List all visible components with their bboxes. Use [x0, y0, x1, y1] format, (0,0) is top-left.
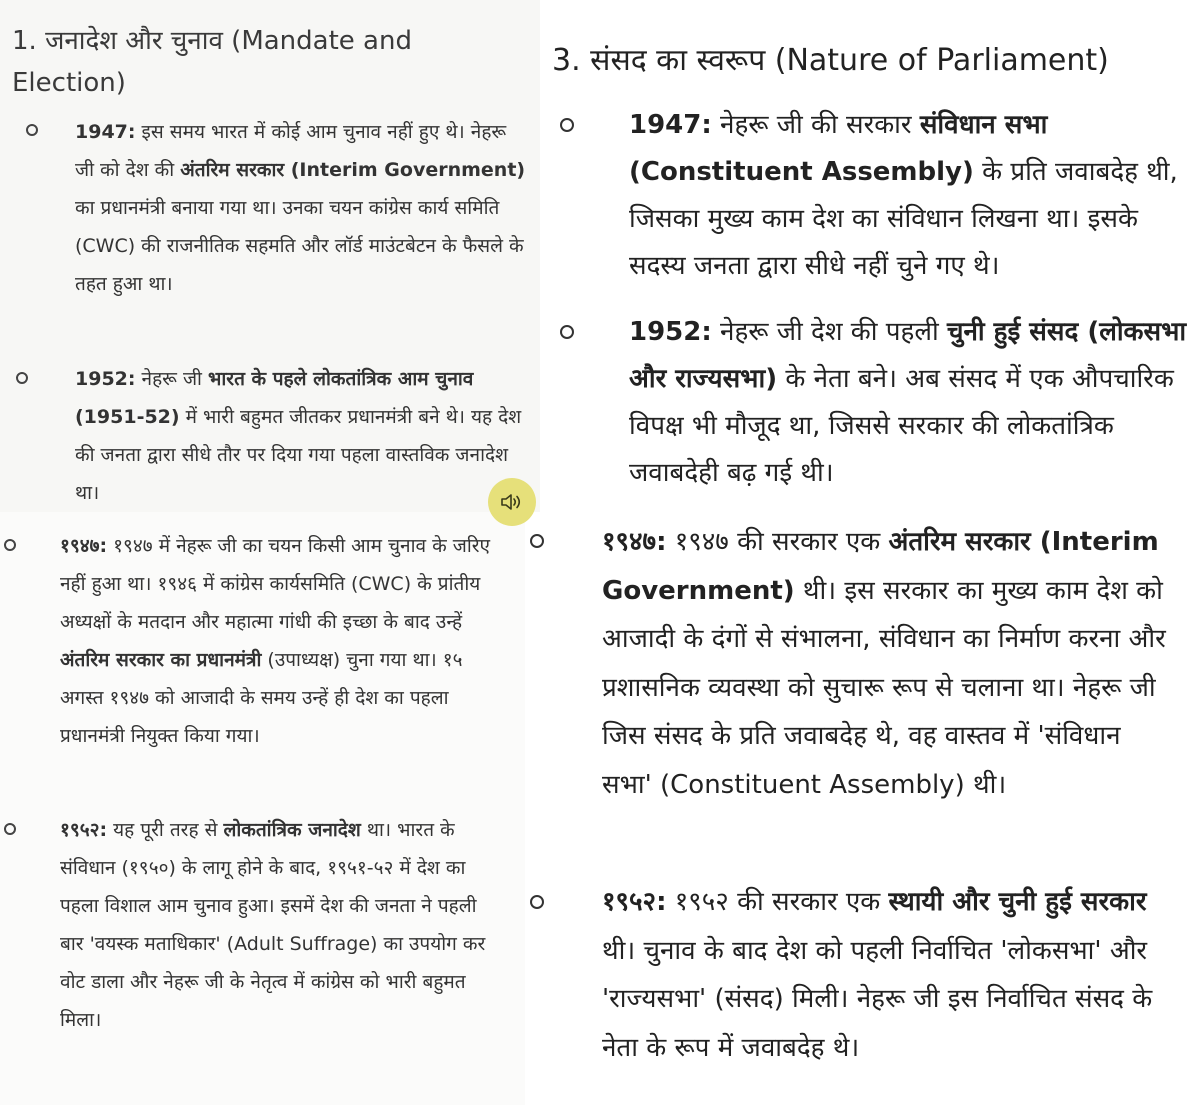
bullet-marker: [26, 124, 38, 136]
bullet-marker: [530, 895, 544, 909]
list-item: 1952: नेहरू जी देश की पहली चुनी हुई संसद (लोकसभा और राज्यसभा) के नेता बने। अब संसद में एक औपचारिक विपक्ष भी मौजूद था, जिससे सरकार की लोकतांत्रिक जवाबदेही बढ़ गई थी।: [629, 317, 1187, 488]
list-item: 1952: नेहरू जी भारत के पहले लोकतांत्रिक आम चुनाव (1951-52) में भारी बहुमत जीतकर प्रधानमंत्री बने थे। यह देश की जनता द्वारा सीधे तौर पर दिया गया पहला वास्तविक जनादेश था।: [75, 368, 522, 504]
list-item: 1947: नेहरू जी की सरकार संविधान सभा (Constituent Assembly) के प्रति जवाबदेह थी, जिसका मुख्य काम देश का संविधान लिखना था। इसके सदस्य जनता द्वारा सीधे नहीं चुने गए थे।: [629, 110, 1178, 281]
panel-nature-of-parliament: [540, 0, 1200, 512]
list-item: १९४७: १९४७ में नेहरू जी का चयन किसी आम चुनाव के जरिए नहीं हुआ था। १९४६ में कांग्रेस कार्यसमिति (CWC) के प्रांतीय अध्यक्षों के मतदान और महात्मा गांधी की इच्छा के बाद उन्हें अंतरिम सरकार का प्रधानमंत्री (उपाध्यक्ष) चुना गया था। १५ अगस्त १९४७ को आजादी के समय उन्हें ही देश का पहला प्रधानमंत्री नियुक्त किया गया।: [60, 535, 491, 747]
list-item: १९५२: यह पूरी तरह से लोकतांत्रिक जनादेश था। भारत के संविधान (१९५०) के लागू होने के बाद, १९५१-५२ में देश का पहला विशाल आम चुनाव हुआ। इसमें देश की जनता ने पहली बार 'वयस्क मताधिकार' (Adult Suffrage) का उपयोग कर वोट डाला और नेहरू जी के नेतृत्व में कांग्रेस को भारी बहुमत मिला।: [60, 819, 486, 1031]
panel-hindi-numerals-parliament: [525, 512, 1200, 1105]
bullet-marker: [16, 372, 28, 384]
bullet-marker: [530, 534, 544, 548]
section-heading: 1. जनादेश और चुनाव (Mandate and Election): [12, 26, 412, 98]
panel-mandate-election: [0, 0, 540, 512]
list-item: १९४७: १९४७ की सरकार एक अंतरिम सरकार (Interim Government) थी। इस सरकार का मुख्य काम देश को आजादी के दंगों से संभालना, संविधान का निर्माण करना और प्रशासनिक व्यवस्था को सुचारू रूप से चलाना था। नेहरू जी जिस संसद के प्रति जवाबदेह थे, वह वास्तव में 'संविधान सभा' (Constituent Assembly) थी।: [602, 527, 1166, 800]
bullet-marker: [4, 823, 16, 835]
list-item: १९५२: १९५२ की सरकार एक स्थायी और चुनी हुई सरकार थी। चुनाव के बाद देश को पहली निर्वाचित 'लोकसभा' और 'राज्यसभा' (संसद) मिली। नेहरू जी इस निर्वाचित संसद के नेता के रूप में जवाबदेह थे।: [602, 887, 1153, 1063]
bullet-marker: [560, 325, 574, 339]
speaker-icon[interactable]: [488, 478, 536, 526]
bullet-marker: [560, 118, 574, 132]
panel-hindi-numerals-mandate: [0, 512, 525, 1105]
section-heading: 3. संसद का स्वरूप (Nature of Parliament): [552, 43, 1109, 78]
bullet-marker: [4, 539, 16, 551]
speaker-icon-glyph: [499, 491, 525, 513]
list-item: 1947: इस समय भारत में कोई आम चुनाव नहीं हुए थे। नेहरू जी को देश की अंतरिम सरकार (Interim Government) का प्रधानमंत्री बनाया गया था। उनका चयन कांग्रेस कार्य समिति (CWC) की राजनीतिक सहमति और लॉर्ड माउंटबेटन के फैसले के तहत हुआ था।: [75, 121, 526, 295]
